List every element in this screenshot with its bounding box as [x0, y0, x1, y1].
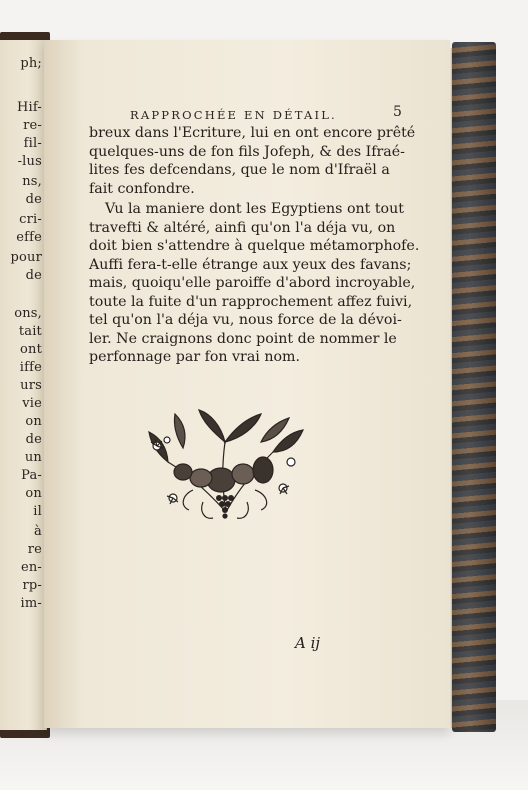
text-line: toute la fuite d'un rapprochement affez fuivi,: [89, 293, 413, 310]
left-page-line: de: [25, 192, 42, 207]
left-page-line: rp-: [22, 578, 42, 593]
left-page-line: de: [25, 432, 42, 447]
left-page-line: de: [25, 268, 42, 283]
signature-mark: A ij: [295, 634, 321, 652]
text-line: doit bien s'attendre à quelque métamorphofe.: [89, 238, 420, 254]
left-page-line: à: [34, 524, 42, 539]
left-page-line: Hif-: [16, 100, 42, 115]
text-line: breux dans l'Ecriture, lui en ont encore prêté: [89, 125, 416, 141]
body-text: [89, 124, 420, 367]
left-page-line: ph;: [20, 56, 42, 71]
page-number: 5: [393, 104, 402, 120]
left-page-line: -lus: [17, 154, 42, 169]
text-line: ler. Ne craignons donc point de nommer le: [89, 330, 397, 347]
left-page-line: re: [27, 542, 42, 557]
paragraph-1: [89, 124, 416, 198]
floral-vignette-icon: [143, 402, 309, 530]
left-page-line: un: [24, 450, 42, 465]
left-page-line: il: [33, 504, 42, 519]
paragraph-2: [89, 200, 420, 367]
text-line: mais, quoiqu'elle paroiffe d'abord incroyable,: [89, 275, 416, 291]
left-page-line: Pa-: [21, 468, 42, 483]
left-page-line: iffe: [19, 360, 42, 375]
left-page-line: en-: [20, 560, 42, 575]
text-line: lites fes defcendans, que le nom d'Ifraël a: [89, 162, 390, 178]
text-line: quelques-uns de fon fils Jofeph, & des Ifraé-: [89, 143, 405, 160]
left-page-line: re-: [23, 118, 42, 133]
left-page-line: im-: [20, 596, 42, 611]
left-page-line: cri-: [19, 212, 42, 227]
text-line: perfonnage par fon vrai nom.: [89, 349, 300, 365]
left-page-line: on: [25, 486, 42, 501]
left-page-line: urs: [20, 378, 42, 393]
left-page-line: tait: [18, 324, 42, 339]
left-page: [0, 40, 47, 730]
left-page-line: ns,: [22, 174, 42, 189]
text-line: Vu la maniere dont les Egyptiens ont tout: [105, 201, 404, 217]
left-page-line: fil-: [23, 136, 42, 151]
running-head: RAPPROCHÉE EN DÉTAIL.: [130, 108, 337, 122]
text-line: tel qu'on l'a déja vu, nous force de la dévoi-: [89, 312, 402, 328]
left-page-line: on: [25, 414, 42, 429]
text-line: fait confondre.: [89, 180, 195, 197]
left-page-line: effe: [16, 230, 42, 245]
text-line: travefti & altéré, ainfi qu'on l'a déja vu, on: [89, 219, 396, 236]
text-line: Auffi fera-t-elle étrange aux yeux des favans;: [89, 256, 412, 273]
left-page-line: vie: [22, 396, 42, 411]
left-page-line: ons,: [14, 306, 42, 321]
marbled-fore-edge: [452, 42, 496, 732]
left-page-line: pour: [10, 250, 42, 265]
left-page-line: ont: [19, 342, 42, 357]
